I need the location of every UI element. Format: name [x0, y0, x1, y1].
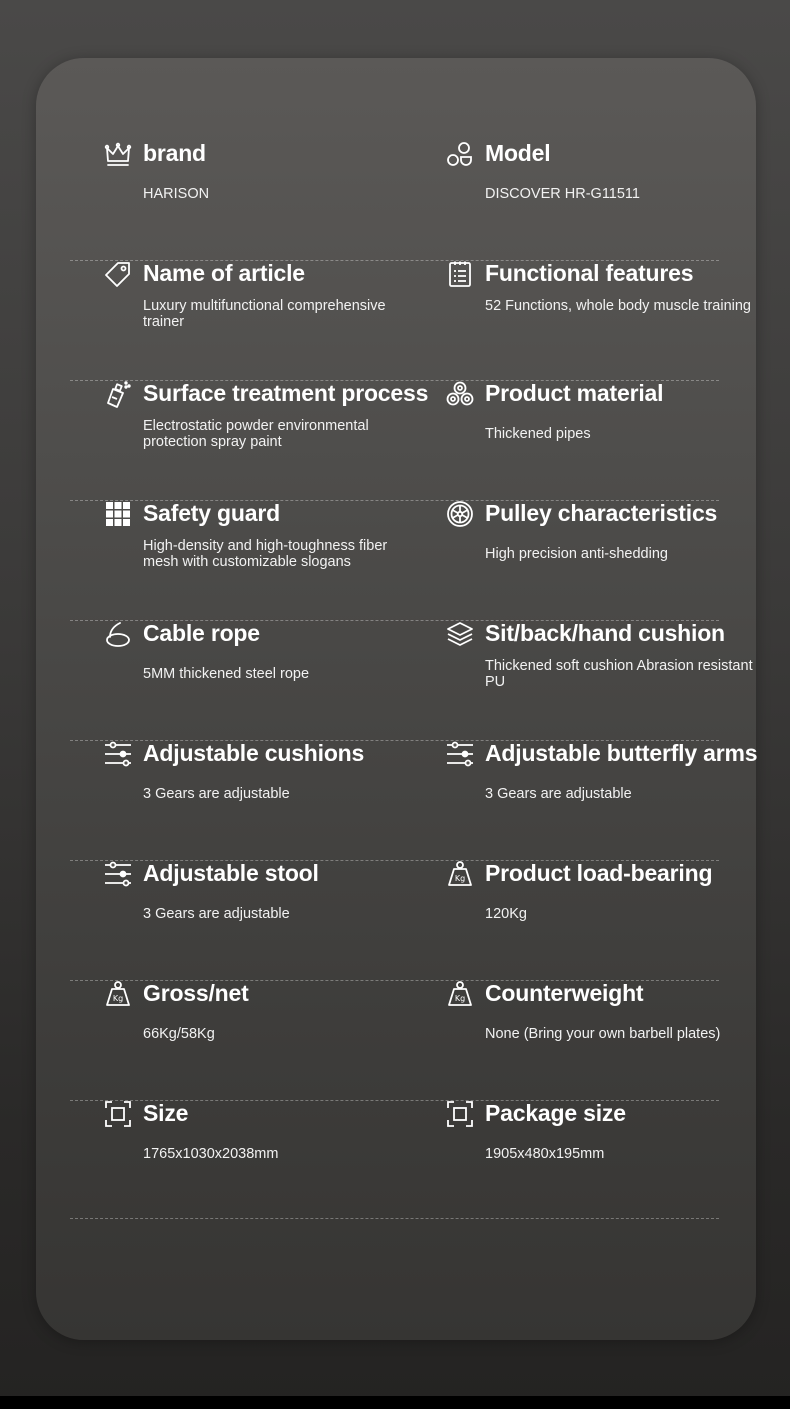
weight-kg-icon [446, 980, 474, 1008]
spec-row [70, 620, 753, 741]
spec-title: Size [143, 1100, 189, 1126]
spec-value: 5MM thickened steel rope [143, 666, 310, 682]
spec-value: High-density and high-toughness fiber mesh with customizable slogans [143, 538, 388, 570]
spec-title: Functional features [485, 260, 694, 286]
pipes-icon [446, 380, 474, 408]
spec-model [446, 140, 746, 260]
spec-row [70, 380, 719, 501]
crown-icon [104, 140, 132, 168]
spec-title: Gross/net [143, 980, 249, 1006]
spec-counterweight [446, 980, 746, 1100]
spec-name-of-article [104, 260, 434, 380]
spec-cable-rope [104, 620, 434, 740]
sliders-icon [446, 740, 474, 768]
spec-brand [104, 140, 434, 260]
spec-surface-treatment [104, 380, 434, 500]
weight-kg-icon [446, 860, 474, 888]
spec-safety-guard [104, 500, 434, 620]
spec-row [70, 260, 751, 381]
grid-icon [104, 500, 132, 528]
spec-value: Electrostatic powder environmental protection spray paint [143, 418, 369, 450]
layers-icon [446, 620, 474, 648]
spec-package-size [446, 1100, 746, 1220]
spec-row [70, 500, 719, 621]
spec-adjustable-stool [104, 860, 434, 980]
spec-value: 1765x1030x2038mm [143, 1146, 279, 1162]
spec-title: Model [485, 140, 551, 166]
spec-value: 1905x480x195mm [485, 1146, 605, 1162]
spec-title: Counterweight [485, 980, 644, 1006]
spec-gross-net [104, 980, 434, 1100]
spec-adjustable-cushions [104, 740, 434, 860]
spec-pulley [446, 500, 746, 620]
spec-value: 66Kg/58Kg [143, 1026, 215, 1042]
spec-title: Adjustable butterfly arms [485, 740, 758, 766]
spec-title: Pulley characteristics [485, 500, 718, 526]
svg-text:Kg: Kg [112, 994, 124, 1003]
spec-row [70, 140, 719, 261]
spec-value: None (Bring your own barbell plates) [485, 1026, 721, 1042]
pulley-icon [446, 500, 474, 528]
spec-title: Sit/back/hand cushion [485, 620, 725, 646]
spec-cushion [446, 620, 753, 740]
sliders-icon [104, 860, 132, 888]
spec-title: Name of article [143, 260, 305, 286]
spec-title: Package size [485, 1100, 626, 1126]
spec-value: 3 Gears are adjustable [143, 906, 290, 922]
spray-can-icon [104, 380, 132, 408]
spec-value: 3 Gears are adjustable [485, 786, 632, 802]
spec-row [70, 1100, 719, 1219]
spec-title: Adjustable stool [143, 860, 319, 886]
weight-kg-icon [104, 980, 132, 1008]
spec-value: 120Kg [485, 906, 527, 922]
spec-size [104, 1100, 434, 1220]
spec-functional-features [446, 260, 751, 380]
tag-icon [104, 260, 132, 288]
spec-title: Cable rope [143, 620, 260, 646]
svg-text:Kg: Kg [454, 994, 466, 1003]
checklist-icon [446, 260, 474, 288]
spec-value: DISCOVER HR-G11511 [485, 186, 640, 202]
dimensions-frame-icon [104, 1100, 132, 1128]
spec-row [70, 740, 758, 861]
dimensions-frame-icon [446, 1100, 474, 1128]
sliders-icon [104, 740, 132, 768]
spec-value: 3 Gears are adjustable [143, 786, 290, 802]
spec-title: Surface treatment process [143, 380, 429, 406]
spec-value: Thickened pipes [485, 426, 591, 442]
spec-product-material [446, 380, 746, 500]
spec-load-bearing [446, 860, 746, 980]
spec-title: brand [143, 140, 206, 166]
spec-title: Adjustable cushions [143, 740, 365, 766]
spec-title: Product material [485, 380, 664, 406]
spec-title: Safety guard [143, 500, 280, 526]
spec-value: Thickened soft cushion Abrasion resistant PU [485, 658, 753, 690]
model-shapes-icon [446, 140, 474, 168]
spec-butterfly-arms [446, 740, 758, 860]
spec-title: Product load-bearing [485, 860, 713, 886]
bottom-bar [0, 1396, 790, 1409]
spec-row [70, 980, 719, 1101]
spec-value: HARISON [143, 186, 210, 202]
rope-icon [104, 620, 132, 648]
spec-value: High precision anti-shedding [485, 546, 668, 562]
svg-text:Kg: Kg [454, 874, 466, 883]
spec-row [70, 860, 719, 981]
spec-value: 52 Functions, whole body muscle training [485, 298, 751, 314]
spec-value: Luxury multifunctional comprehensive trainer [143, 298, 386, 330]
